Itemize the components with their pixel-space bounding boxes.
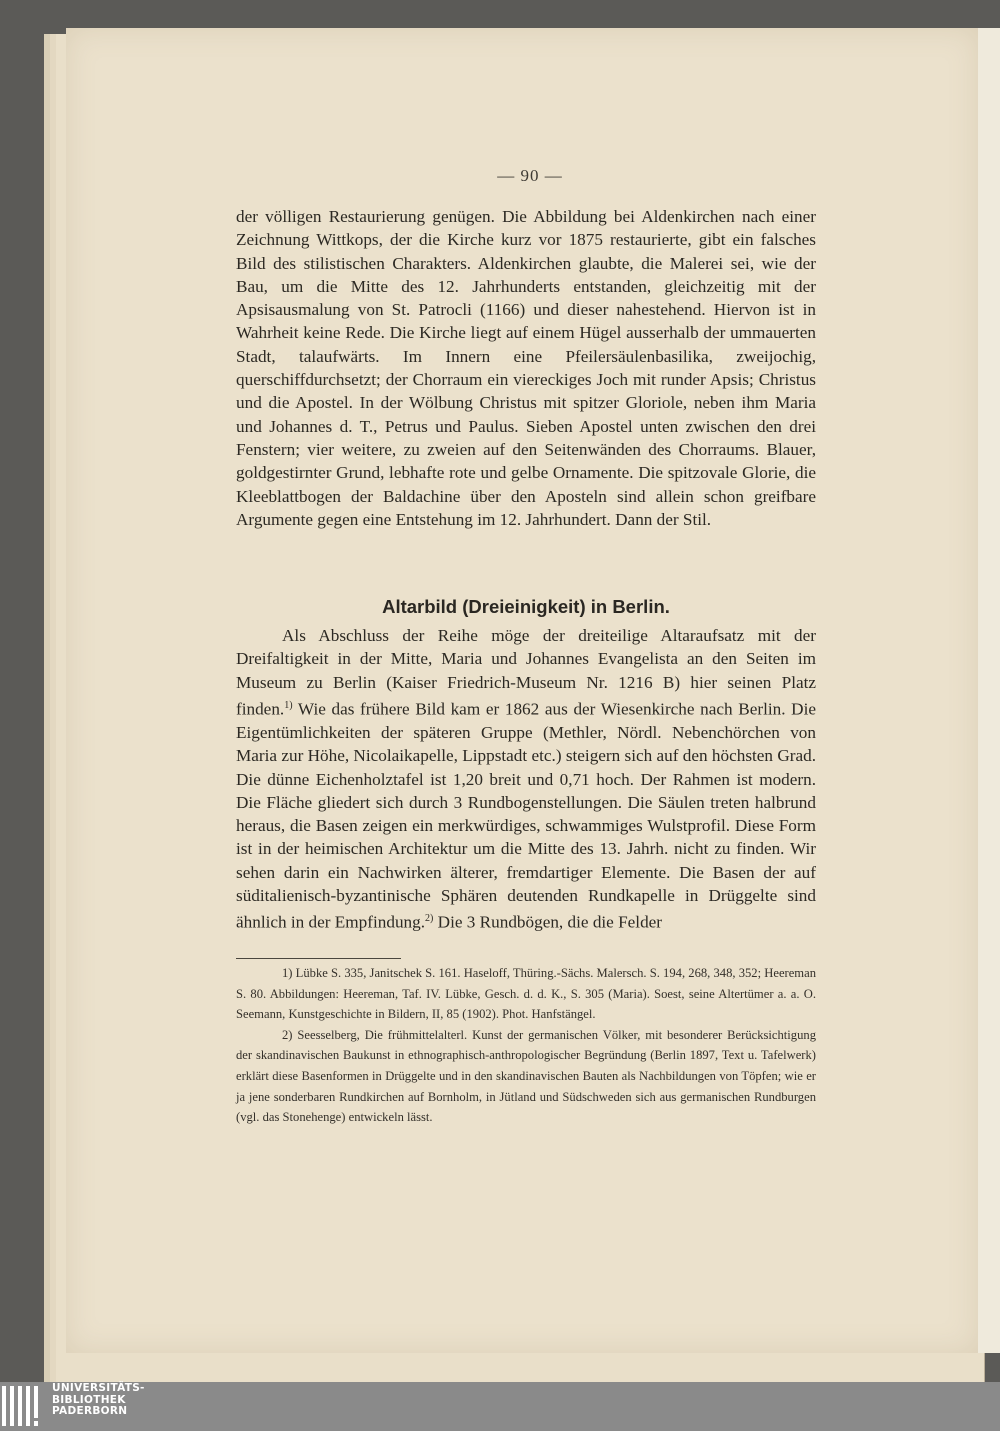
- library-barcode-logo-icon: [2, 1384, 46, 1428]
- paragraph-text: [236, 624, 816, 934]
- footnote-1: 1) Lübke S. 335, Janitschek S. 161. Haseloff, Thüring.-Sächs. Malersch. S. 194, 268, 348, 352; Heereman S. 80. Abbildungen: Heereman, Taf. IV. Lübke, Gesch. d. d. K., S. 305 (Maria). Soest, seine Altertümer a. a. O. Seemann, Kunstgeschichte in Bildern, II, 85 (1902). Phot. Hanfstängel.: [236, 966, 816, 1022]
- page-number: — 90 —: [497, 166, 563, 185]
- paragraph-part: Die 3 Rundbögen, die die Felder: [433, 913, 663, 933]
- footnotes: [236, 963, 816, 1128]
- body-paragraph-1: [236, 205, 816, 531]
- section-heading: Altarbild (Dreieinigkeit) in Berlin.: [382, 596, 670, 617]
- paragraph-part: Als Abschluss der Reihe möge der dreiteilige Altaraufsatz mit der Dreifaltigkeit in der Mitte, Maria und Johannes Evangelista an den Seiten im Museum zu Berlin (Kaiser Friedrich-Museum Nr. 1216 B) hier seinen Platz finden.: [236, 626, 816, 719]
- footnote-2: 2) Seesselberg, Die frühmittelalterl. Kunst der germanischen Völker, mit besonderer Berücksichtigung der skandinavischen Baukunst in ethnographisch-anthropologischer Begründung (Berlin 1897, Text u. Tafelwerk) erklärt diese Basenformen in Drüggelte und in den skandinavischen Bauten als Nachbildungen von Töpfen; wie er ja jene sonderbaren Rundkirchen auf Bornholm, in Jütland und Südschweden sich aus germanischen Rundburgen (vgl. das Stonehenge) entwickeln lässt.: [236, 1027, 816, 1125]
- footnote-ref: 1): [284, 699, 293, 711]
- library-name-line: PADERBORN: [52, 1405, 128, 1417]
- paragraph-text: der völligen Restaurierung genügen. Die Abbildung bei Aldenkirchen nach einer Zeichnung Wittkops, der die Kirche kurz vor 1875 restaurierte, gibt ein falsches Bild des stilistischen Charakters. Aldenkirchen glaubte, die Malerei sei, wie der Bau, um die Mitte des 12. Jahrhunderts entstanden, gleichzeitig mit der Apsisausmalung von St. Patrocli (1166) und dieser nahestehend. Hiervon ist in Wahrheit keine Rede. Die Kirche liegt auf einem Hügel ausserhalb der ummauerten Stadt, talaufwärts. Im Innern eine Pfeilersäulenbasilika, zweijochig, querschiffdurchsetzt; der Chorraum ein viereckiges Joch mit runder Apsis; Christus und die Apostel. In der Wölbung Christus mit spitzer Gloriole, neben ihm Maria und Johannes d. T., Petrus und Paulus. Sieben Apostel unten zwischen den drei Fenstern; vier weitere, zu zweien auf den Seitenwänden des Chorraums. Blauer, goldgestirnter Grund, lebhafte rote und gelbe Ornamente. Die spitzovale Glorie, die Kleeblattbogen der Baldachine über den Aposteln sind allein schon greifbare Argumente gegen eine Entstehung im 12. Jahrhundert. Dann der Stil.: [236, 207, 816, 529]
- footnote-ref: 2): [425, 913, 434, 925]
- library-name: [52, 1383, 252, 1418]
- paragraph-part: Wie das frühere Bild kam er 1862 aus der Wiesenkirche nach Berlin. Die Eigentümlichkeiten der späteren Gruppe (Methler, Nördl. Nebenchörchen von Maria zur Höhe, Nicolaikapelle, Lippstadt etc.) steigern sich auf den höchsten Grad. Die dünne Eichenholztafel ist 1,20 breit und 0,71 hoch. Der Rahmen ist modern. Die Fläche gliedert sich durch 3 Rundbogenstellungen. Die Säulen treten halbrund heraus, die Basen zeigen ein merkwürdiges, schwammiges Wulstprofil. Diese Form ist in der heimischen Architektur um die Mitte des 13. Jahrh. nicht zu finden. Wir sehen darin ein Nachwirken älterer, fremdartiger Elemente. Die Basen der auf süditalienisch-byzantinische Sphären deutenden Rundkapelle in Drüggelte sind ähnlich in der Empfindung.: [236, 699, 816, 933]
- body-paragraph-2: [236, 624, 816, 934]
- library-name-line: BIBLIOTHEK: [52, 1393, 126, 1406]
- book-fore-edge: [975, 28, 1000, 1353]
- footnote-divider: [236, 958, 401, 959]
- library-name-line: UNIVERSITÄTS-: [52, 1382, 145, 1394]
